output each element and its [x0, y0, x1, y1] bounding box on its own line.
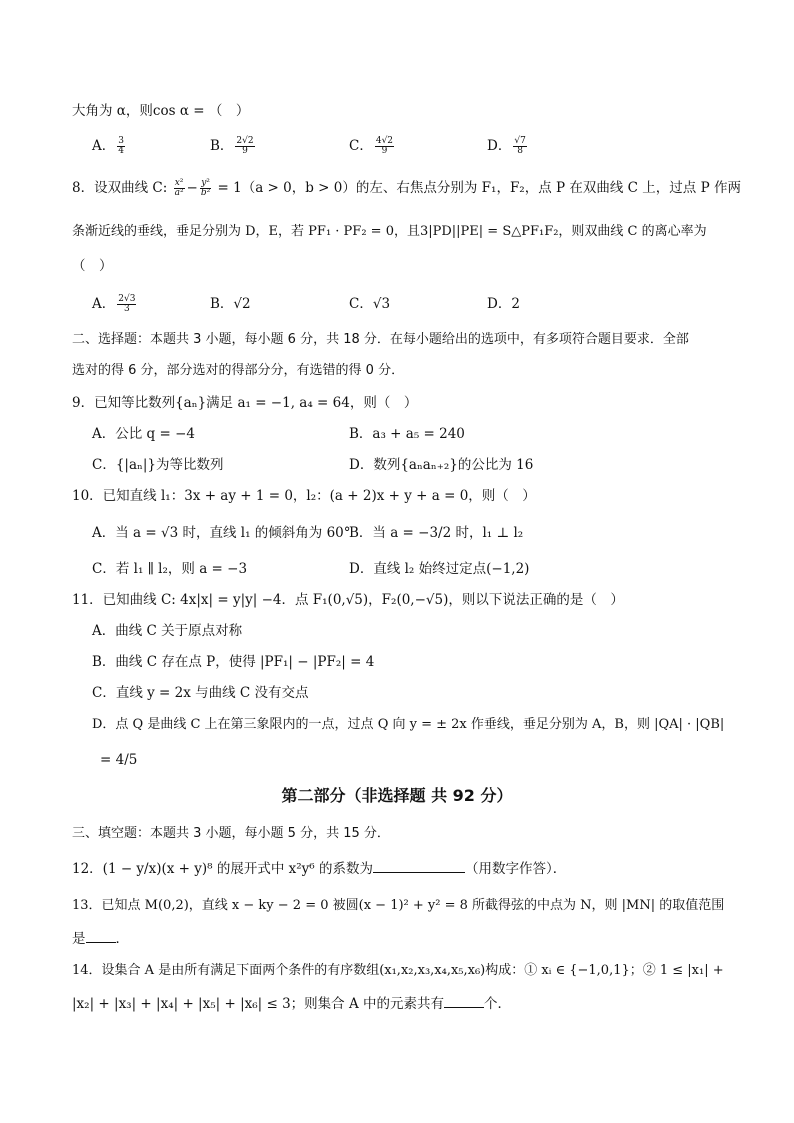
q10-stem: 10．已知直线 l₁：3x + ay + 1 = 0，l₂：(a + 2)x + y + a = 0，则（ ） — [72, 488, 536, 504]
q12-answer-blank[interactable] — [373, 858, 465, 873]
q7-option-b: B． $\frac{2√2}{9}$ — [210, 136, 254, 156]
section-3-heading: 三、填空题：本题共 3 小题，每小题 5 分，共 15 分． — [72, 826, 390, 841]
q9-option-b: B．a₃ + a₅ = 240 — [349, 426, 465, 442]
q11-option-d-line-2: = 4/5 — [100, 752, 138, 768]
q8-option-d: D．2 — [487, 296, 520, 312]
q8-line-1: 8．设双曲线 C: $\frac{\text{x²}}{\text{a²}}$ − $\frac{\text{y²}}{\text{b²}}$ = 1（a > 0，b > 0）的左、右焦点分别为 F₁，F₂，点 P 在双曲线 C 上，过点 P 作两 — [72, 178, 741, 198]
q14-line-2: |x₂| + |x₃| + |x₄| + |x₅| + |x₆| ≤ 3；则集合 A 中的元素共有 个． — [72, 993, 511, 1014]
q11-option-a: A．曲线 C 关于原点对称 — [92, 623, 243, 639]
q14-answer-blank[interactable] — [444, 993, 484, 1008]
q10-option-b: B．当 a = −3/2 时，l₁ ⊥ l₂ — [349, 525, 524, 541]
q9-option-a: A．公比 q = −4 — [92, 426, 195, 442]
section-2-line-1: 二、选择题：本题共 3 小题，每小题 6 分，共 18 分．在每小题给出的选项中，有多项符合题目要求．全部 — [72, 332, 689, 347]
q9-option-c: C．{|aₙ|}为等比数列 — [92, 457, 224, 473]
q13-line-2: 是 ． — [72, 928, 129, 949]
q8-option-b: B．√2 — [210, 296, 251, 312]
part-2-title: 第二部分（非选择题 共 92 分） — [281, 786, 513, 805]
q10-option-a: A．当 a = √3 时，直线 l₁ 的倾斜角为 60° — [92, 525, 351, 541]
q7-stem-tail: 大角为 α，则cos α = （ ） — [72, 103, 250, 119]
q12: 12．(1 − y/x)(x + y)⁸ 的展开式中 x²y⁶ 的系数为 （用数字作答）． — [72, 858, 566, 879]
q14-line-1: 14．设集合 A 是由所有满足下面两个条件的有序数组(x₁,x₂,x₃,x₄,x₅,x₆)构成：① xᵢ ∈ {−1,0,1}；② 1 ≤ |x₁| + — [72, 963, 724, 978]
q8-option-a: A． $\frac{2√3}{3}$ — [92, 294, 136, 314]
q10-option-c: C．若 l₁ ∥ l₂，则 a = −3 — [92, 561, 248, 577]
q11-stem: 11．已知曲线 C: 4x|x| = y|y| −4．点 F₁(0,√5)，F₂(0,−√5)，则以下说法正确的是（ ） — [72, 592, 624, 608]
q7-option-c: C． $\frac{4√2}{9}$ — [349, 136, 394, 156]
q8-line-3: （ ） — [72, 258, 113, 274]
q9-option-d: D．数列{aₙaₙ₊₂}的公比为 16 — [349, 457, 534, 473]
q9-stem: 9．已知等比数列{aₙ}满足 a₁ = −1, a₄ = 64，则（ ） — [72, 395, 418, 411]
q8-line-2: 条渐近线的垂线，垂足分别为 D，E，若 PF₁ · PF₂ = 0，且3|PD||PE| = S△PF₁F₂，则双曲线 C 的离心率为 — [72, 224, 707, 239]
q11-option-c: C．直线 y = 2x 与曲线 C 没有交点 — [92, 685, 309, 701]
q10-option-d: D．直线 l₂ 始终过定点(−1,2) — [349, 561, 530, 577]
section-2-line-2: 选对的得 6 分，部分选对的得部分分，有选错的得 0 分． — [72, 363, 405, 378]
q13-answer-blank[interactable] — [86, 928, 116, 943]
q11-option-b: B．曲线 C 存在点 P，使得 |PF₁| − |PF₂| = 4 — [92, 654, 375, 670]
q7-option-d: D． $\frac{√7}{8}$ — [487, 136, 526, 156]
q11-option-d-line-1: D．点 Q 是曲线 C 上在第三象限内的一点，过点 Q 向 y = ± 2x 作垂线，垂足分别为 A，B，则 |QA| · |QB| — [92, 717, 725, 732]
q13-line-1: 13．已知点 M(0,2)，直线 x − ky − 2 = 0 被圆(x − 1)² + y² = 8 所截得弦的中点为 N，则 |MN| 的取值范围 — [72, 898, 725, 913]
q7-option-a: A． $\frac{3}{4}$ — [92, 136, 124, 156]
q8-option-c: C．√3 — [349, 296, 391, 312]
